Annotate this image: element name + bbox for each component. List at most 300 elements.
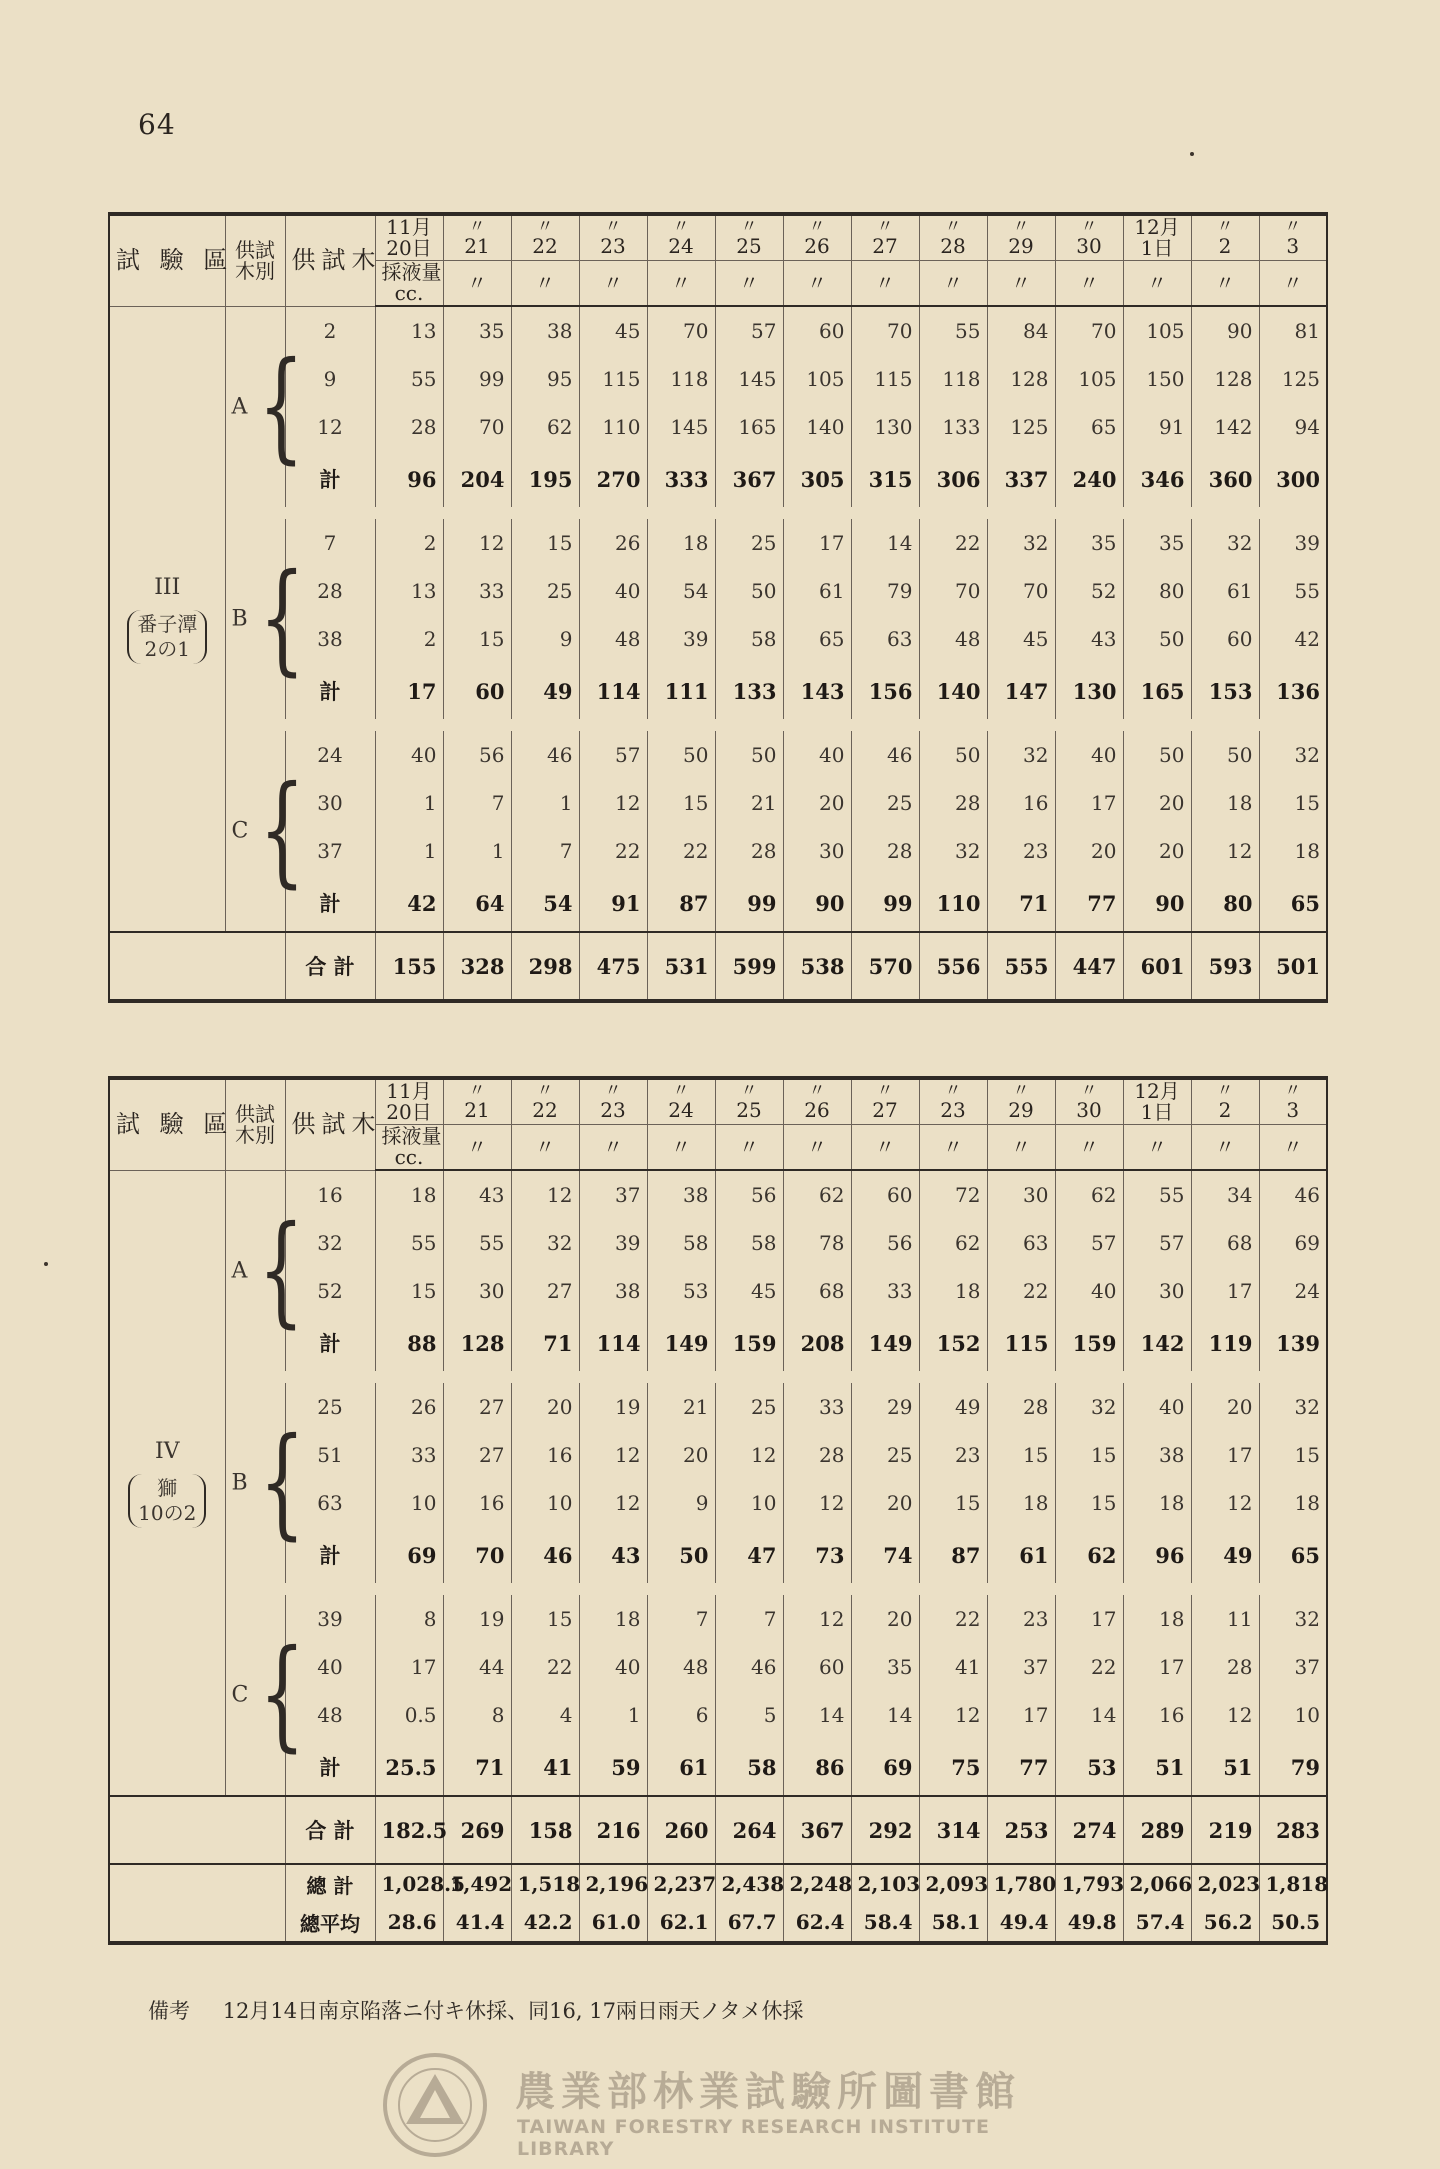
ditto-mark: 〃 xyxy=(604,216,622,237)
sap-value: 9 xyxy=(511,615,579,663)
sap-value: 12 xyxy=(783,1595,851,1643)
tree-id: 28 xyxy=(285,567,375,615)
group-label-cell xyxy=(225,306,305,507)
sap-value: 26 xyxy=(375,1383,443,1431)
ditto-mark: 〃 xyxy=(672,216,690,237)
sap-value: 18 xyxy=(1259,1479,1327,1527)
tree-id: 計 xyxy=(285,875,375,932)
sap-value: 14 xyxy=(783,1691,851,1739)
ditto-mark: 〃 xyxy=(536,1080,554,1101)
ditto-mark: 〃 xyxy=(876,216,894,237)
tree-id: 25 xyxy=(285,1383,375,1431)
header-ditto: 〃 xyxy=(783,1125,851,1171)
grand-average-value: 67.7 xyxy=(715,1903,783,1943)
ditto-mark: 〃 xyxy=(1216,1080,1234,1101)
total-value: 283 xyxy=(1259,1796,1327,1864)
sap-value: 9 xyxy=(647,1479,715,1527)
sap-value: 70 xyxy=(1055,306,1123,355)
sap-value: 306 xyxy=(919,451,987,507)
sap-value: 22 xyxy=(919,1595,987,1643)
total-value: 599 xyxy=(715,932,783,1001)
sap-value: 152 xyxy=(919,1315,987,1371)
sap-yield-table-iii xyxy=(108,212,1328,1003)
header-date: 〃 24 xyxy=(647,214,715,261)
sap-value: 130 xyxy=(1055,663,1123,719)
sap-value: 305 xyxy=(783,451,851,507)
sap-value: 15 xyxy=(647,779,715,827)
sap-value: 70 xyxy=(919,567,987,615)
sap-value: 46 xyxy=(851,731,919,779)
group-label-cell xyxy=(225,1595,306,1796)
sap-value: 65 xyxy=(1259,875,1327,932)
sap-value: 38 xyxy=(1123,1431,1191,1479)
sap-value: 29 xyxy=(851,1383,919,1431)
gap-cell xyxy=(225,1583,1327,1595)
area-location: 番子潭 2の1 xyxy=(127,610,207,664)
sap-value: 7 xyxy=(715,1595,783,1643)
sap-value: 7 xyxy=(511,827,579,875)
sap-value: 12 xyxy=(919,1691,987,1739)
sap-value: 28 xyxy=(715,827,783,875)
sap-value: 94 xyxy=(1259,403,1327,451)
sap-value: 61 xyxy=(647,1739,715,1796)
header-ditto: 〃 xyxy=(647,261,715,307)
group-label-cell xyxy=(225,731,306,932)
tree-id: 2 xyxy=(285,306,375,355)
sap-value: 57 xyxy=(1055,1219,1123,1267)
sap-value: 17 xyxy=(1191,1267,1259,1315)
sap-value: 62 xyxy=(1055,1527,1123,1583)
sap-value: 70 xyxy=(851,306,919,355)
sap-value: 15 xyxy=(919,1479,987,1527)
sap-value: 99 xyxy=(851,875,919,932)
sap-value: 33 xyxy=(851,1267,919,1315)
grand-total-value: 2,237 xyxy=(647,1864,715,1903)
table-row xyxy=(109,1170,1327,1219)
sap-value: 12 xyxy=(511,1170,579,1219)
sap-value: 5 xyxy=(715,1691,783,1739)
sap-value: 24 xyxy=(1259,1267,1327,1315)
sap-value: 32 xyxy=(987,731,1055,779)
header-ditto: 〃 xyxy=(987,261,1055,307)
total-label: 合 計 xyxy=(285,1796,375,1864)
blank-cell xyxy=(109,1796,285,1864)
sap-value: 58 xyxy=(647,1219,715,1267)
sap-value: 32 xyxy=(1259,1383,1327,1431)
sap-value: 45 xyxy=(579,306,647,355)
header-date-nov20: 11月 20日 xyxy=(375,214,443,261)
total-row xyxy=(109,932,1327,1001)
sap-value: 145 xyxy=(715,355,783,403)
sap-value: 153 xyxy=(1191,663,1259,719)
header-ditto: 〃 xyxy=(1055,1125,1123,1171)
header-ditto: 〃 xyxy=(511,1125,579,1171)
header-ditto: 〃 xyxy=(579,261,647,307)
header-ditto: 〃 xyxy=(783,261,851,307)
total-row xyxy=(109,1796,1327,1864)
total-value: 531 xyxy=(647,932,715,1001)
sap-value: 23 xyxy=(987,1595,1055,1643)
sap-value: 86 xyxy=(783,1739,851,1796)
sap-value: 51 xyxy=(1191,1739,1259,1796)
sap-value: 40 xyxy=(579,1643,647,1691)
sap-value: 15 xyxy=(443,615,511,663)
grand-average-value: 49.8 xyxy=(1055,1903,1123,1943)
sap-value: 18 xyxy=(1191,779,1259,827)
sap-value: 50 xyxy=(715,731,783,779)
sap-value: 96 xyxy=(375,451,443,507)
sap-value: 55 xyxy=(375,1219,443,1267)
sap-value: 15 xyxy=(1055,1479,1123,1527)
header-date: 〃 29 xyxy=(987,214,1055,261)
sap-value: 15 xyxy=(511,519,579,567)
sap-value: 20 xyxy=(783,779,851,827)
sap-value: 1 xyxy=(579,1691,647,1739)
header-ditto: 〃 xyxy=(647,1125,715,1171)
blank-cell xyxy=(109,1864,285,1943)
sap-value: 25 xyxy=(511,567,579,615)
sap-value: 17 xyxy=(783,519,851,567)
grand-average-value: 56.2 xyxy=(1191,1903,1259,1943)
sap-value: 22 xyxy=(511,1643,579,1691)
sap-value: 87 xyxy=(919,1527,987,1583)
sap-value: 43 xyxy=(1055,615,1123,663)
sap-value: 18 xyxy=(375,1170,443,1219)
sap-value: 25 xyxy=(715,1383,783,1431)
sap-value: 145 xyxy=(647,403,715,451)
grand-total-value: 1,518 xyxy=(511,1864,579,1903)
sap-value: 50 xyxy=(1123,615,1191,663)
header-ditto: 〃 xyxy=(1191,261,1259,307)
header-ditto: 〃 xyxy=(443,1125,511,1171)
sap-value: 63 xyxy=(851,615,919,663)
sap-value: 80 xyxy=(1123,567,1191,615)
sap-value: 204 xyxy=(443,451,511,507)
header-date: 〃 23 xyxy=(579,1078,647,1125)
sap-value: 12 xyxy=(579,1431,647,1479)
grand-average-value: 41.4 xyxy=(443,1903,511,1943)
sap-value: 12 xyxy=(1191,1691,1259,1739)
grand-total-value: 2,248 xyxy=(783,1864,851,1903)
group-label: A xyxy=(231,394,248,420)
sap-value: 15 xyxy=(987,1431,1055,1479)
grand-total-value: 2,438 xyxy=(715,1864,783,1903)
sap-value: 32 xyxy=(1055,1383,1123,1431)
sap-value: 115 xyxy=(851,355,919,403)
sap-value: 18 xyxy=(579,1595,647,1643)
sap-value: 78 xyxy=(783,1219,851,1267)
header-date: 〃 27 xyxy=(851,1078,919,1125)
header-group: 供試 木別 xyxy=(225,214,285,306)
sap-value: 2 xyxy=(375,519,443,567)
header-date: 〃 3 xyxy=(1259,1078,1327,1125)
ditto-mark: 〃 xyxy=(1012,216,1030,237)
sap-value: 35 xyxy=(1055,519,1123,567)
sap-value: 70 xyxy=(443,403,511,451)
tree-id: 計 xyxy=(285,663,375,719)
header-ditto: 〃 xyxy=(443,261,511,307)
sap-value: 18 xyxy=(1123,1595,1191,1643)
sap-value: 4 xyxy=(511,1691,579,1739)
sap-value: 10 xyxy=(375,1479,443,1527)
total-value: 593 xyxy=(1191,932,1259,1001)
sap-value: 165 xyxy=(1123,663,1191,719)
grand-average-value: 49.4 xyxy=(987,1903,1055,1943)
sap-value: 114 xyxy=(579,663,647,719)
sap-value: 15 xyxy=(511,1595,579,1643)
tree-id: 計 xyxy=(285,1315,375,1371)
sap-value: 111 xyxy=(647,663,715,719)
group-label: C xyxy=(231,818,249,844)
sap-value: 87 xyxy=(647,875,715,932)
sap-value: 105 xyxy=(1123,306,1191,355)
sap-value: 61 xyxy=(1191,567,1259,615)
sap-value: 18 xyxy=(647,519,715,567)
sap-value: 156 xyxy=(851,663,919,719)
header-date: 〃 25 xyxy=(715,214,783,261)
sap-value: 69 xyxy=(851,1739,919,1796)
sap-value: 19 xyxy=(443,1595,511,1643)
sap-value: 50 xyxy=(647,1527,715,1583)
sap-value: 99 xyxy=(715,875,783,932)
library-name-zh: 農業部林業試驗所圖書館 xyxy=(515,2069,1021,2115)
header-tree: 供試木 xyxy=(285,1078,375,1170)
header-date: 〃 23 xyxy=(919,1078,987,1125)
sap-value: 28 xyxy=(783,1431,851,1479)
sap-value: 114 xyxy=(579,1315,647,1371)
sap-value: 20 xyxy=(1123,779,1191,827)
sap-value: 33 xyxy=(443,567,511,615)
sap-value: 39 xyxy=(579,1219,647,1267)
total-value: 253 xyxy=(987,1796,1055,1864)
library-watermark xyxy=(380,2050,1080,2160)
total-value: 216 xyxy=(579,1796,647,1864)
sap-value: 55 xyxy=(919,306,987,355)
sap-value: 22 xyxy=(987,1267,1055,1315)
tree-id: 39 xyxy=(285,1595,375,1643)
sap-value: 80 xyxy=(1191,875,1259,932)
sap-value: 39 xyxy=(647,615,715,663)
sap-value: 28 xyxy=(851,827,919,875)
sap-value: 165 xyxy=(715,403,783,451)
sap-value: 367 xyxy=(715,451,783,507)
sap-value: 62 xyxy=(783,1170,851,1219)
sap-value: 105 xyxy=(783,355,851,403)
sap-value: 60 xyxy=(1191,615,1259,663)
sap-value: 65 xyxy=(783,615,851,663)
grand-average-value: 58.4 xyxy=(851,1903,919,1943)
sap-value: 39 xyxy=(1259,519,1327,567)
tree-id: 16 xyxy=(285,1170,375,1219)
sap-value: 52 xyxy=(1055,567,1123,615)
sap-value: 140 xyxy=(919,663,987,719)
sap-value: 40 xyxy=(1055,731,1123,779)
header-date: 〃 22 xyxy=(511,1078,579,1125)
sap-value: 1 xyxy=(375,827,443,875)
total-value: 260 xyxy=(647,1796,715,1864)
total-value: 367 xyxy=(783,1796,851,1864)
sap-value: 50 xyxy=(647,731,715,779)
sap-value: 57 xyxy=(579,731,647,779)
sap-value: 149 xyxy=(851,1315,919,1371)
sap-value: 34 xyxy=(1191,1170,1259,1219)
library-name-en: TAIWAN FORESTRY RESEARCH INSTITUTE LIBRARY xyxy=(517,2116,991,2160)
total-value: 158 xyxy=(511,1796,579,1864)
sap-value: 37 xyxy=(579,1170,647,1219)
sap-value: 22 xyxy=(919,519,987,567)
tree-id: 30 xyxy=(285,779,375,827)
brace-icon: { xyxy=(259,1625,306,1764)
sap-value: 22 xyxy=(647,827,715,875)
sap-value: 360 xyxy=(1191,451,1259,507)
total-value: 274 xyxy=(1055,1796,1123,1864)
header-date-nov20: 11月 20日 xyxy=(375,1078,443,1125)
sap-value: 57 xyxy=(1123,1219,1191,1267)
sap-value: 56 xyxy=(715,1170,783,1219)
header-date: 〃 21 xyxy=(443,1078,511,1125)
sap-value: 40 xyxy=(1123,1383,1191,1431)
sap-value: 55 xyxy=(443,1219,511,1267)
sap-value: 333 xyxy=(647,451,715,507)
sap-value: 142 xyxy=(1191,403,1259,451)
tree-id: 32 xyxy=(285,1219,375,1267)
sap-value: 17 xyxy=(375,1643,443,1691)
grand-average-value: 57.4 xyxy=(1123,1903,1191,1943)
sap-value: 61 xyxy=(783,567,851,615)
sap-value: 143 xyxy=(783,663,851,719)
sap-value: 12 xyxy=(1191,827,1259,875)
grand-average-value: 50.5 xyxy=(1259,1903,1327,1943)
sap-value: 16 xyxy=(1123,1691,1191,1739)
sap-value: 21 xyxy=(647,1383,715,1431)
header-ditto: 〃 xyxy=(1055,261,1123,307)
grand-average-value: 58.1 xyxy=(919,1903,987,1943)
sap-value: 25 xyxy=(715,519,783,567)
sap-value: 142 xyxy=(1123,1315,1191,1371)
area-code: IV xyxy=(154,1439,180,1464)
sap-value: 20 xyxy=(1191,1383,1259,1431)
grand-total-value: 2,093 xyxy=(919,1864,987,1903)
header-ditto: 〃 xyxy=(579,1125,647,1171)
grand-average-row xyxy=(109,1903,1327,1943)
sap-value: 68 xyxy=(1191,1219,1259,1267)
sap-value: 139 xyxy=(1259,1315,1327,1371)
library-seal-icon xyxy=(380,2050,490,2160)
sap-value: 53 xyxy=(647,1267,715,1315)
header-unit: 採液量 cc. xyxy=(375,1125,443,1171)
sap-value: 18 xyxy=(987,1479,1055,1527)
table-row xyxy=(109,731,1327,779)
ditto-mark: 〃 xyxy=(1080,216,1098,237)
sap-value: 38 xyxy=(579,1267,647,1315)
ditto-mark: 〃 xyxy=(468,1080,486,1101)
sap-value: 72 xyxy=(919,1170,987,1219)
group-label: A xyxy=(231,1258,248,1284)
sap-value: 128 xyxy=(443,1315,511,1371)
tree-id: 7 xyxy=(285,519,375,567)
tree-id: 計 xyxy=(285,451,375,507)
total-value: 314 xyxy=(919,1796,987,1864)
area-label-cell xyxy=(109,1170,225,1796)
brace-icon: { xyxy=(258,549,305,688)
sap-value: 41 xyxy=(511,1739,579,1796)
header-date: 〃 30 xyxy=(1055,1078,1123,1125)
tree-id: 12 xyxy=(285,403,375,451)
sap-value: 15 xyxy=(1055,1431,1123,1479)
tree-id: 51 xyxy=(285,1431,375,1479)
sap-value: 40 xyxy=(783,731,851,779)
ditto-mark: 〃 xyxy=(808,216,826,237)
header-date: 〃 27 xyxy=(851,214,919,261)
sap-value: 110 xyxy=(919,875,987,932)
header-area: 試 驗 區 xyxy=(109,214,225,306)
total-value: 556 xyxy=(919,932,987,1001)
sap-value: 84 xyxy=(987,306,1055,355)
sap-value: 32 xyxy=(511,1219,579,1267)
sap-value: 71 xyxy=(987,875,1055,932)
sap-value: 1 xyxy=(443,827,511,875)
sap-value: 54 xyxy=(647,567,715,615)
sap-value: 41 xyxy=(919,1643,987,1691)
group-label-cell xyxy=(225,1170,305,1371)
ditto-mark: 〃 xyxy=(672,1080,690,1101)
sap-value: 20 xyxy=(1123,827,1191,875)
sap-value: 70 xyxy=(443,1527,511,1583)
sap-value: 20 xyxy=(851,1595,919,1643)
sap-value: 79 xyxy=(1259,1739,1327,1796)
sap-value: 119 xyxy=(1191,1315,1259,1371)
header-date: 〃 2 xyxy=(1191,1078,1259,1125)
grand-average-value: 61.0 xyxy=(579,1903,647,1943)
sap-value: 128 xyxy=(1191,355,1259,403)
header-ditto: 〃 xyxy=(715,1125,783,1171)
sap-value: 159 xyxy=(1055,1315,1123,1371)
header-group: 供試 木別 xyxy=(225,1078,285,1170)
ditto-mark: 〃 xyxy=(604,1080,622,1101)
sap-value: 115 xyxy=(987,1315,1055,1371)
page-number: 64 xyxy=(138,108,176,141)
sap-value: 55 xyxy=(1123,1170,1191,1219)
sap-value: 12 xyxy=(715,1431,783,1479)
sap-value: 1 xyxy=(375,779,443,827)
sap-value: 18 xyxy=(919,1267,987,1315)
sap-value: 15 xyxy=(1259,1431,1327,1479)
sap-value: 46 xyxy=(715,1643,783,1691)
sap-value: 53 xyxy=(1055,1739,1123,1796)
header-ditto: 〃 xyxy=(1259,1125,1327,1171)
sap-value: 63 xyxy=(987,1219,1055,1267)
sap-value: 71 xyxy=(443,1739,511,1796)
sap-value: 8 xyxy=(443,1691,511,1739)
total-value: 182.5 xyxy=(375,1796,443,1864)
sap-value: 81 xyxy=(1259,306,1327,355)
sap-value: 42 xyxy=(375,875,443,932)
sap-value: 13 xyxy=(375,306,443,355)
tree-id: 9 xyxy=(285,355,375,403)
sap-value: 32 xyxy=(919,827,987,875)
sap-value: 270 xyxy=(579,451,647,507)
sap-value: 74 xyxy=(851,1527,919,1583)
tree-id: 計 xyxy=(285,1739,375,1796)
sap-value: 71 xyxy=(511,1315,579,1371)
sap-value: 17 xyxy=(1055,779,1123,827)
sap-value: 346 xyxy=(1123,451,1191,507)
brace-icon: { xyxy=(259,761,306,900)
sap-value: 73 xyxy=(783,1527,851,1583)
tree-id: 38 xyxy=(285,615,375,663)
sap-value: 68 xyxy=(783,1267,851,1315)
sap-value: 6 xyxy=(647,1691,715,1739)
